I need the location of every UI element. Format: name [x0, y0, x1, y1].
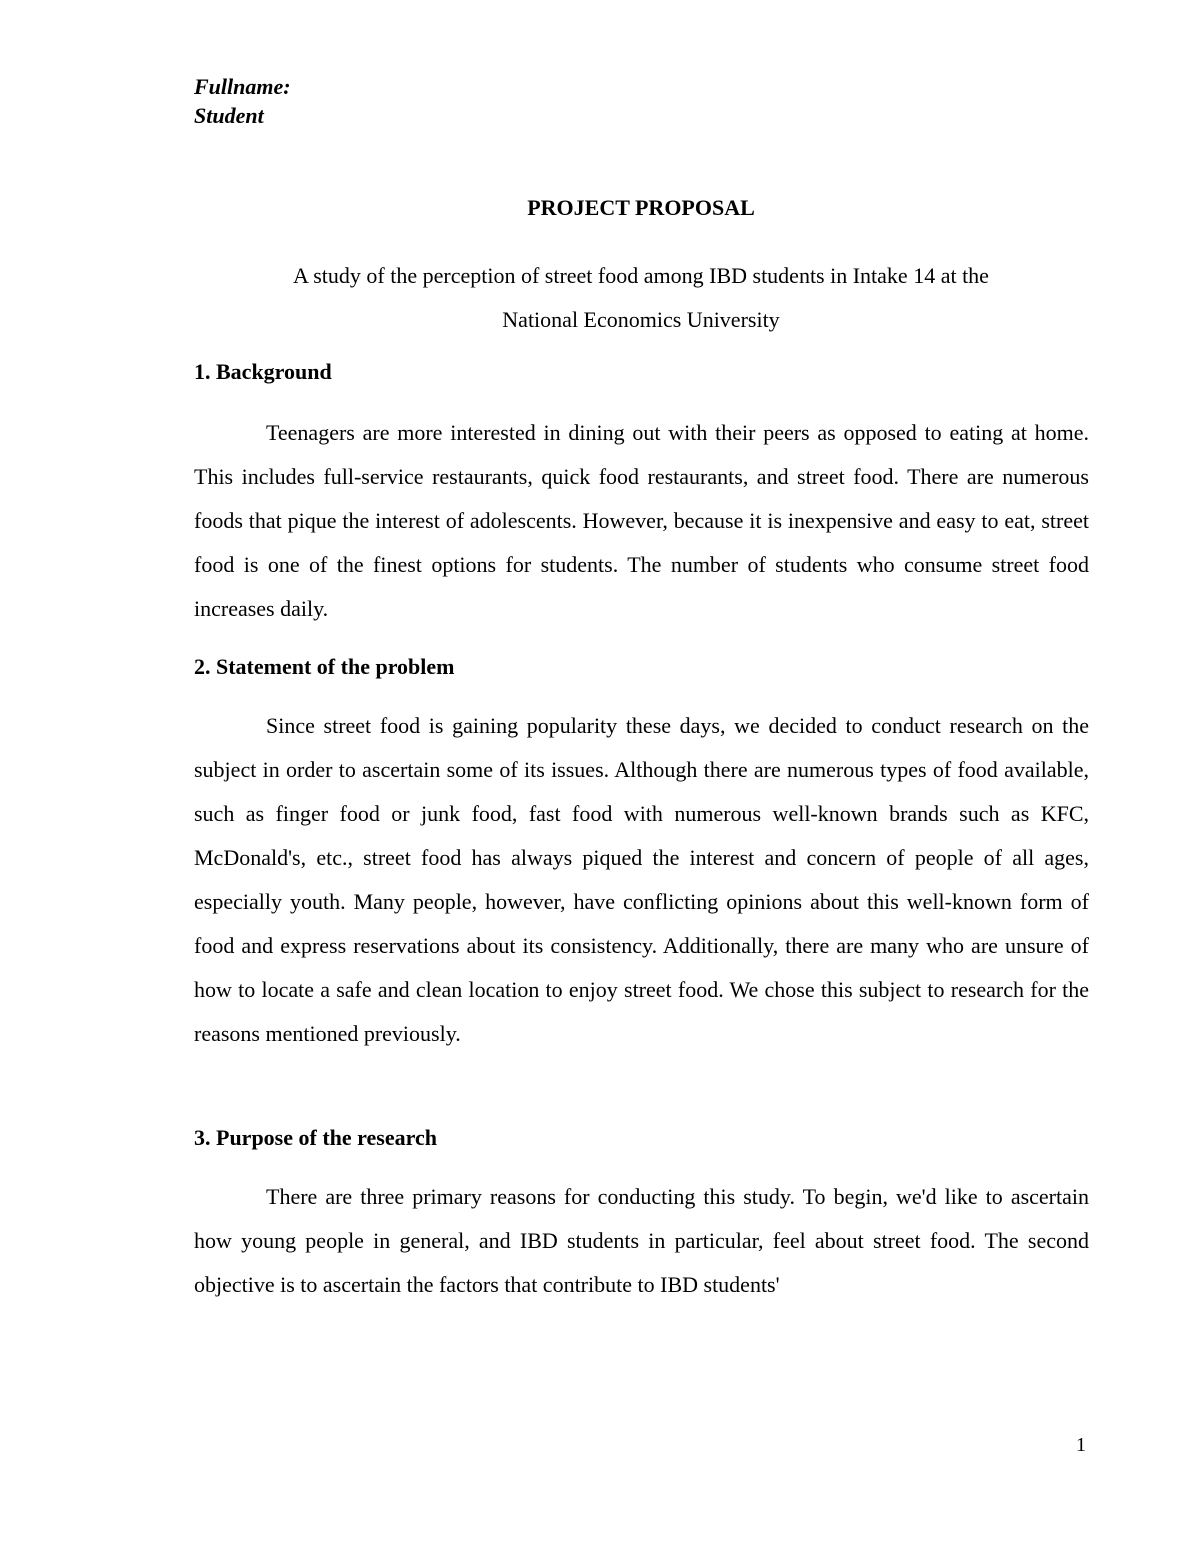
fullname-label: Fullname:: [194, 74, 291, 99]
page-number: 1: [1076, 1434, 1086, 1456]
section-body-background: Teenagers are more interested in dining out with their peers as opposed to eating at home. This includes full-service restaurants, quick food restaurants, and street food. There are numerous foods that pique the interest of adolescents. However, because it is inexpensive and easy to eat, street food is one of the finest options for students. The number of students who consume street food increases daily.: [194, 420, 1089, 621]
section-body-purpose: There are three primary reasons for conducting this study. To begin, we'd like to ascertain how young people in general, and IBD students in particular, feel about street food. The second objective is to ascertain the factors that contribute to IBD students': [194, 1184, 1089, 1297]
page-title: PROJECT PROPOSAL: [527, 195, 755, 220]
section-heading-background: 1. Background: [194, 359, 332, 384]
subtitle-line-1: A study of the perception of street food among IBD students in Intake 14 at the: [293, 263, 989, 288]
author-header: [194, 72, 291, 130]
section-heading-problem: 2. Statement of the problem: [194, 654, 455, 679]
subtitle-line-2: National Economics University: [502, 307, 780, 332]
section-body-problem: Since street food is gaining popularity these days, we decided to conduct research on the subject in order to ascertain some of its issues. Although there are numerous types of food available, such as finger food or junk food, fast food with numerous well-known brands such as KFC, McDonald's, etc., street food has always piqued the interest and concern of people of all ages, especially youth. Many people, however, have conflicting opinions about this well-known form of food and express reservations about its consistency. Additionally, there are many who are unsure of how to locate a safe and clean location to enjoy street food. We chose this subject to research for the reasons mentioned previously.: [194, 713, 1089, 1046]
section-heading-purpose: 3. Purpose of the research: [194, 1125, 437, 1150]
student-label: Student: [194, 103, 264, 128]
subtitle: [0, 254, 1200, 342]
